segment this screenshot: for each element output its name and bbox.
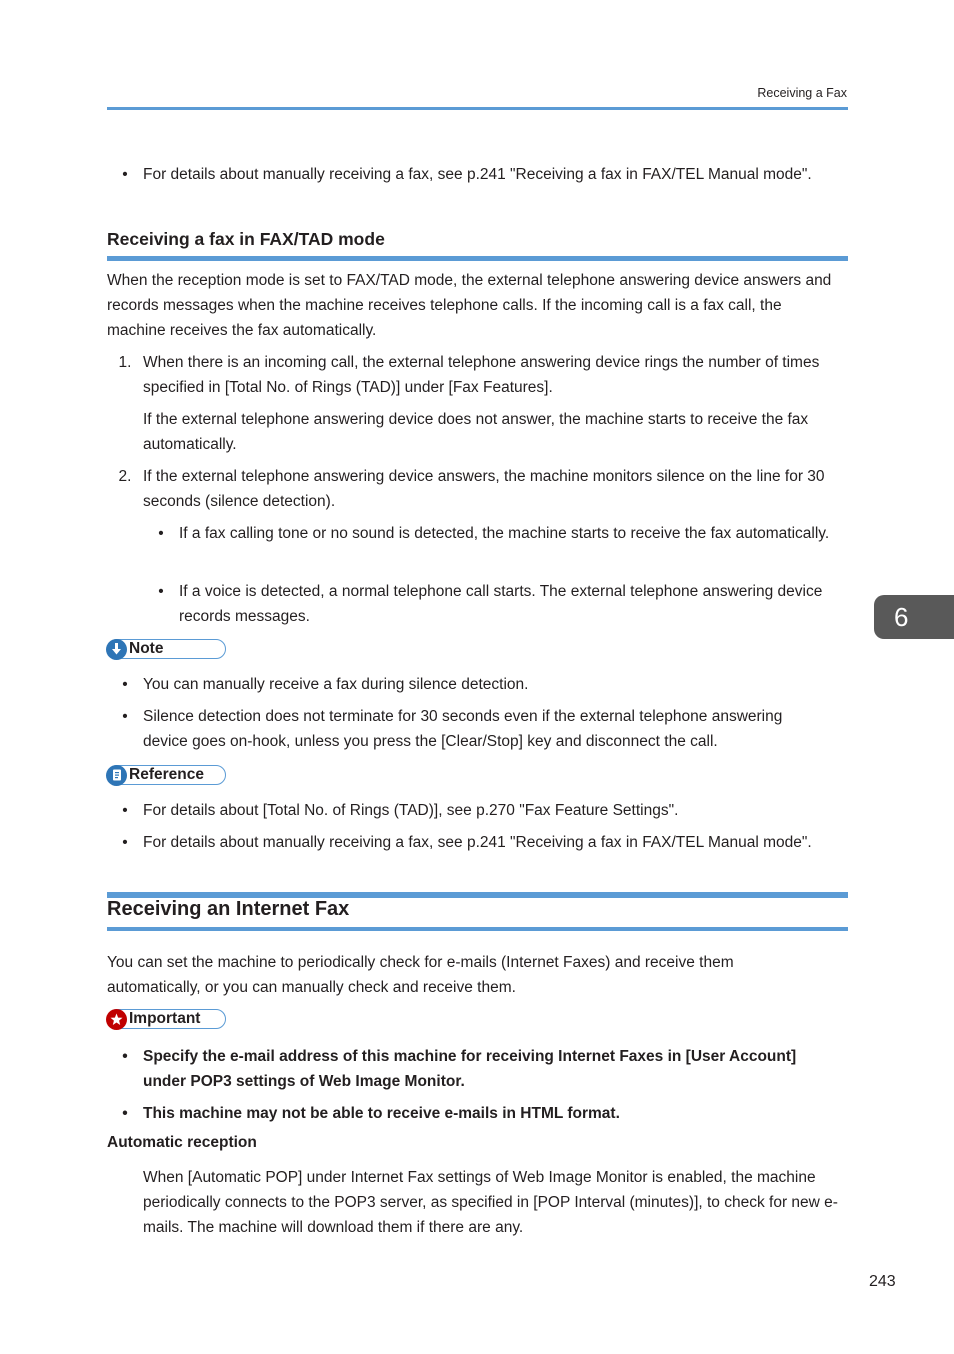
page-number: 243 — [869, 1273, 896, 1290]
running-header: Receiving a Fax — [757, 86, 847, 100]
step-text: If the external telephone answering device answers, the machine monitors silence on the line for 30 seconds (silence detection). — [143, 468, 825, 510]
reference-label-text: Reference — [129, 766, 204, 783]
section-heading-fax-tad: Receiving a fax in FAX/TAD mode — [107, 229, 385, 249]
list-item-text: Silence detection does not terminate for 30 seconds even if the external telephone answering device goes on-hook, unless you press the [Clear/Stop] key and disconnect the call. — [143, 708, 783, 750]
chapter-tab: 6 — [874, 595, 954, 639]
important-label-text: Important — [129, 1010, 201, 1027]
important-label — [107, 1009, 226, 1029]
bullet-mark: • — [122, 166, 128, 183]
bullet-mark: • — [122, 1105, 128, 1122]
header-rule — [107, 107, 848, 110]
step-1-note: If the external telephone answering device does not answer, the machine starts to receive the fax automatically. — [143, 411, 809, 453]
star-icon — [106, 1009, 127, 1030]
reference-label — [107, 765, 226, 785]
bullet-mark: • — [158, 583, 164, 600]
bullet-mark: • — [122, 676, 128, 693]
list-item-text: Specify the e-mail address of this machine for receiving Internet Faxes in [User Account] under POP3 settings of Web Image Monitor. — [143, 1048, 797, 1090]
list-item — [107, 798, 852, 823]
list-item-text: If a voice is detected, a normal telephone call starts. The external telephone answering device records messages. — [179, 583, 823, 625]
list-item-text: If a fax calling tone or no sound is detected, the machine starts to receive the fax automatically. — [179, 525, 830, 542]
list-item — [107, 704, 827, 754]
bullet-mark: • — [122, 1048, 128, 1065]
list-item-text: For details about manually receiving a fax, see p.241 "Receiving a fax in FAX/TEL Manual mode". — [143, 834, 812, 851]
section-intro: When the reception mode is set to FAX/TAD mode, the external telephone answering device answers and records messages when the machine receives telephone calls. If the incoming call is a fax call, the machine receives the fax automatically. — [107, 272, 832, 339]
list-item — [107, 1101, 852, 1126]
section-rule-bottom — [107, 927, 848, 931]
list-item-text: For details about [Total No. of Rings (TAD)], see p.270 "Fax Feature Settings". — [143, 802, 679, 819]
numbered-step-2 — [107, 464, 852, 514]
list-item-text: You can manually receive a fax during silence detection. — [143, 676, 529, 693]
section-intro: You can set the machine to periodically check for e-mails (Internet Faxes) and receive them automatically, or you can manually check and receive them. — [107, 954, 734, 996]
list-item — [143, 579, 852, 629]
list-item — [107, 830, 852, 855]
bullet-mark: • — [122, 834, 128, 851]
bullet-mark: • — [122, 708, 128, 725]
list-item — [143, 521, 852, 546]
document-icon — [106, 765, 127, 786]
section-heading-internet-fax: Receiving an Internet Fax — [107, 898, 350, 920]
list-item-text: For details about manually receiving a fax, see p.241 "Receiving a fax in FAX/TEL Manual mode". — [143, 166, 812, 183]
list-item-text: This machine may not be able to receive e-mails in HTML format. — [143, 1105, 620, 1122]
list-item — [107, 672, 852, 697]
step-number: 1. — [118, 354, 132, 371]
subheading-automatic-reception: Automatic reception — [107, 1134, 257, 1151]
bullet-mark: • — [122, 802, 128, 819]
arrow-down-icon — [106, 639, 127, 660]
bullet-mark: • — [158, 525, 164, 542]
list-item — [107, 162, 852, 187]
step-number: 2. — [118, 468, 132, 485]
numbered-step-1 — [107, 350, 852, 400]
section-rule — [107, 256, 848, 261]
step-text: When there is an incoming call, the external telephone answering device rings the number of times specified in [Total No. of Rings (TAD)] under [Fax Features]. — [143, 354, 820, 396]
list-item — [107, 1044, 827, 1094]
note-label — [107, 639, 226, 659]
automatic-reception-text: When [Automatic POP] under Internet Fax settings of Web Image Monitor is enabled, the machine periodically connects to the POP3 server, as specified in [POP Interval (minutes)], to check for new e-mails. The machine will download them if there are any. — [143, 1169, 838, 1236]
note-label-text: Note — [129, 640, 164, 657]
